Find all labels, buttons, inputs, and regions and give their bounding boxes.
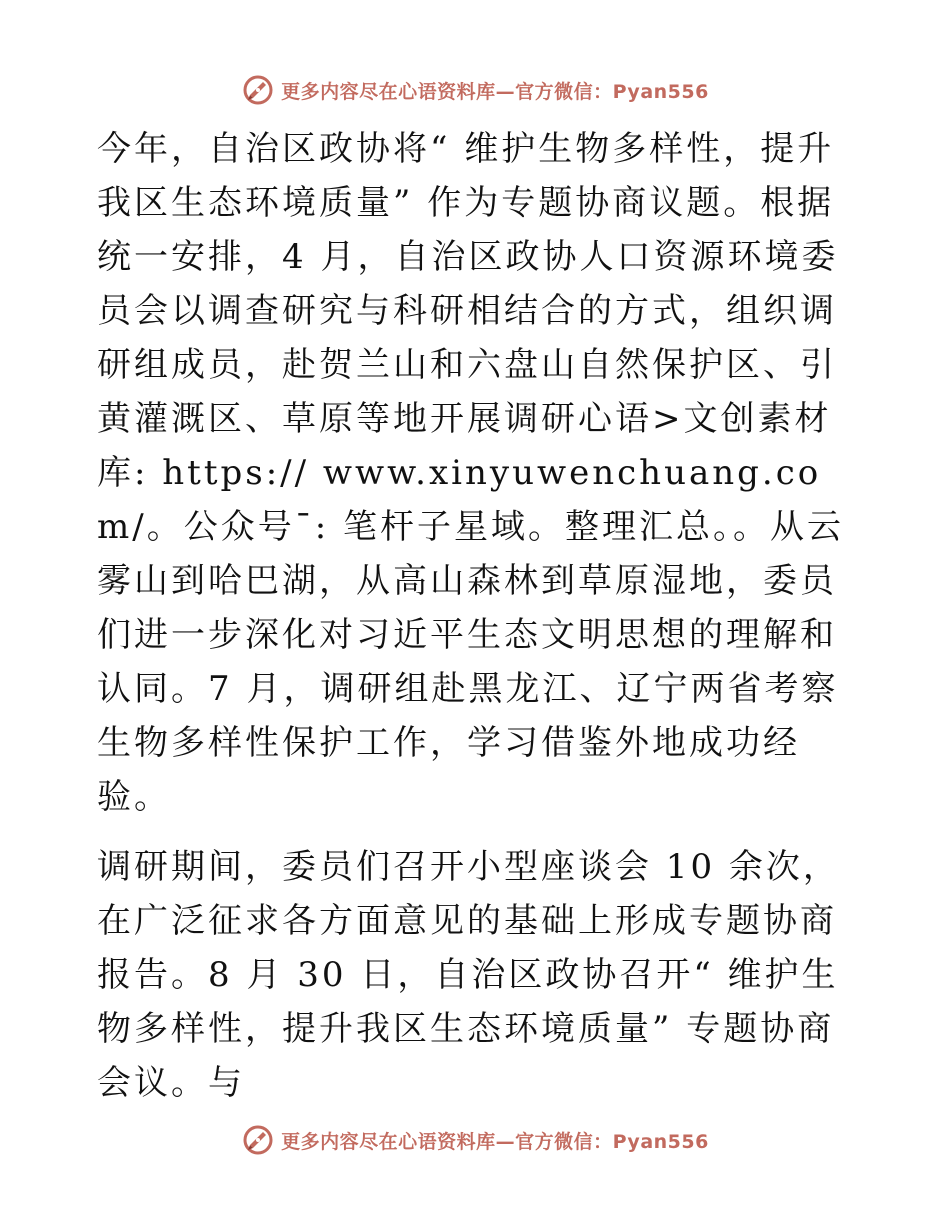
footer-watermark — [0, 1120, 950, 1160]
paragraph-2: 调研期间，委员们召开小型座谈会 10 余次，在广泛征求各方面意见的基础上形成专题协商报告。8 月 30 日，自治区政协召开“ 维护生物多样性，提升我区生态环境质量” 专题协商会议。与 — [97, 847, 840, 1103]
watermark-text: 更多内容尽在心语资料库—官方微信：Pyan556 — [281, 1130, 709, 1153]
paragraph-1: 今年，自治区政协将“ 维护生物多样性，提升我区生态环境质量” 作为专题协商议题。根据统一安排，4 月，自治区政协人口资源环境委员会以调查研究与科研相结合的方式，组织调研组成员，赴贺兰山和六盘山自然保护区、引黄灌溉区、草原等地开展调研心语>文创素材库: https:// www.xinyuwenchuang.com/。公众号¯: 笔杆子星域。整理汇总。。从云雾山到哈巴湖，从高山森林到草原湿地，委员们进一步深化对习近平生态文明思想的理解和认同。7 月，调研组赴黑龙江、辽宁两省考察生物多样性保护工作，学习借鉴外地成功经验。 — [97, 129, 844, 817]
pen-logo-icon — [241, 73, 275, 107]
watermark-text: 更多内容尽在心语资料库—官方微信：Pyan556 — [281, 80, 709, 103]
document-body — [97, 122, 857, 1110]
header-watermark — [0, 70, 950, 110]
pen-logo-icon — [241, 1123, 275, 1157]
